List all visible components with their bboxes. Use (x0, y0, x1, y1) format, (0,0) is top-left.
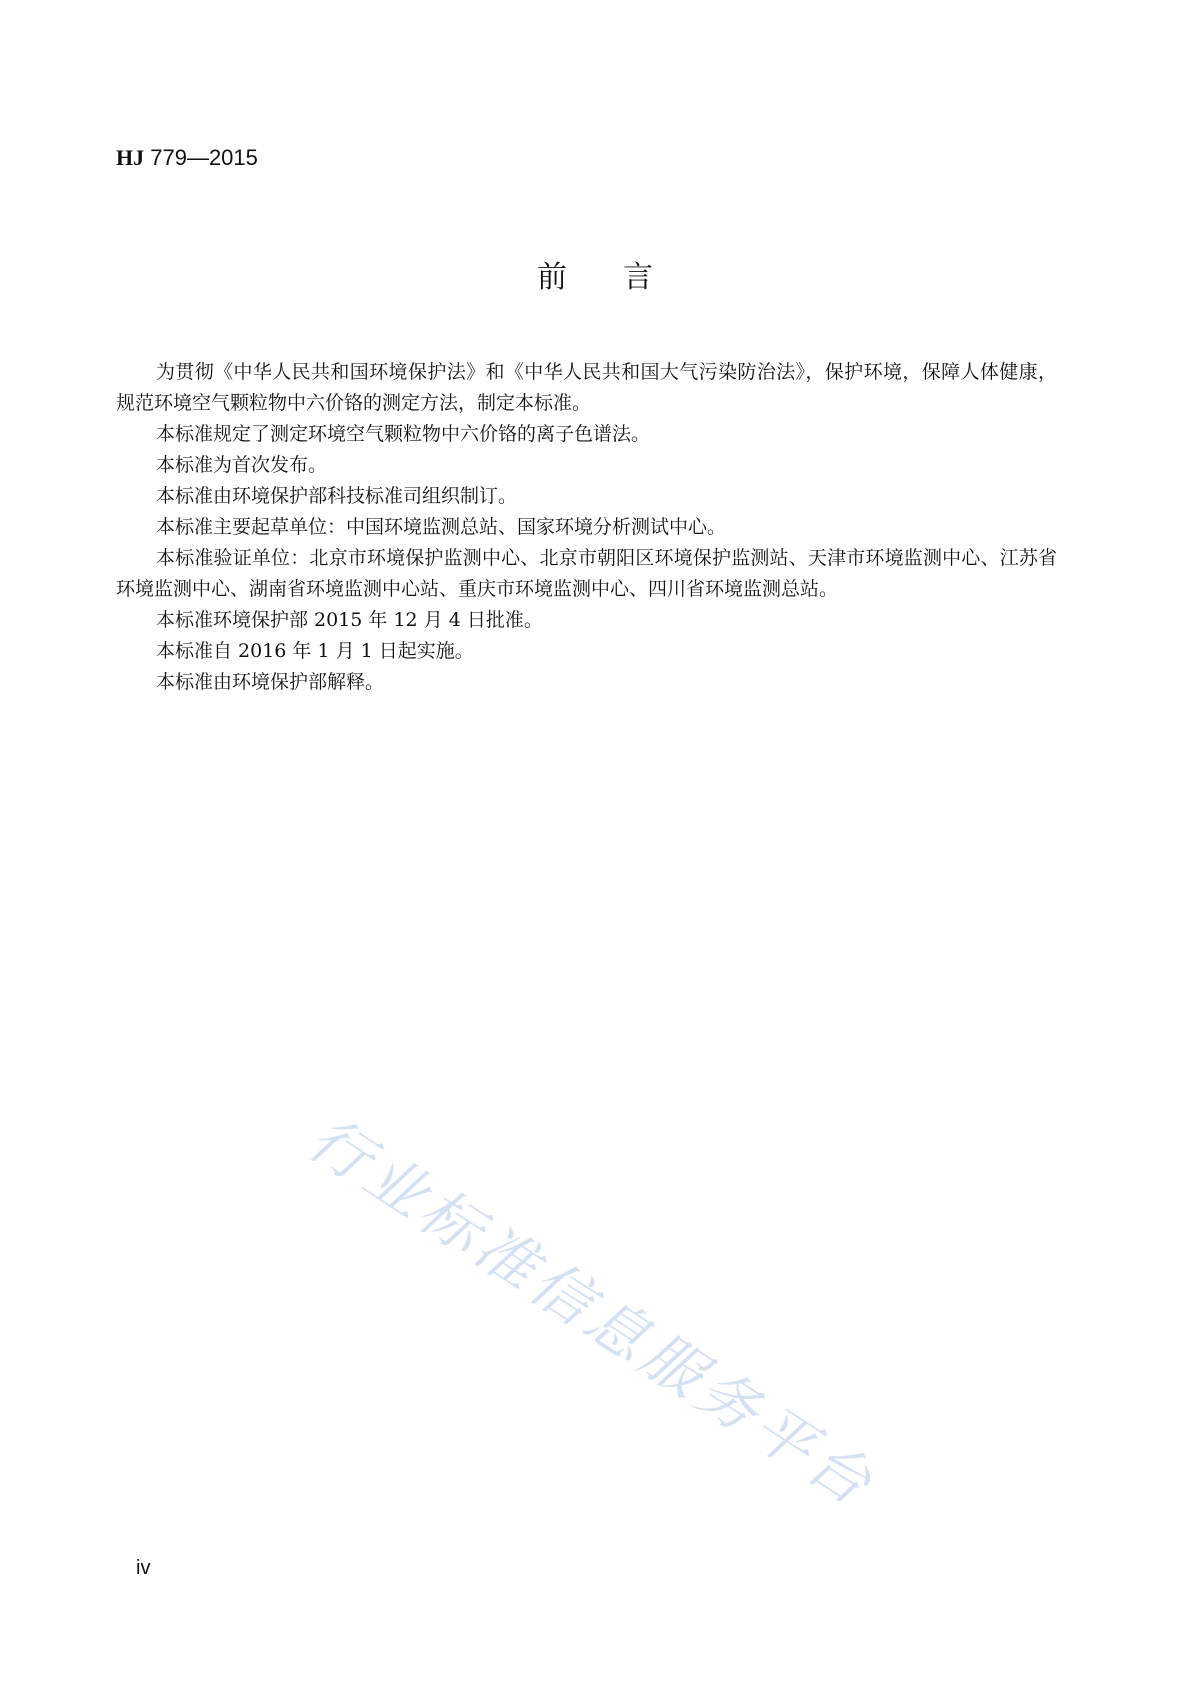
paragraph-interpretation: 本标准由环境保护部解释。 (156, 671, 385, 693)
paragraph-approval-date: 本标准环境保护部 2015 年 12 月 4 日批准。 (156, 609, 543, 631)
paragraph-purpose: 为贯彻《中华人民共和国环境保护法》和《中华人民共和国大气污染防治法》，保护环境，保障人体健康，规范环境空气颗粒物中六价铬的测定方法，制定本标准。 (116, 361, 1057, 414)
foreword-body (116, 357, 1057, 698)
paragraph-effective-date: 本标准自 2016 年 1 月 1 日起实施。 (156, 640, 474, 662)
paragraph-verification-units: 本标准验证单位：北京市环境保护监测中心、北京市朝阳区环境保护监测站、天津市环境监测中心、江苏省环境监测中心、湖南省环境监测中心站、重庆市环境监测中心、四川省环境监测总站。 (116, 547, 1057, 600)
page-number: iv (136, 1557, 151, 1579)
paragraph-scope: 本标准规定了测定环境空气颗粒物中六价铬的离子色谱法。 (156, 423, 651, 445)
section-title: 前言 (537, 260, 709, 295)
document-code (116, 144, 258, 173)
document-code-prefix: HJ (116, 145, 145, 170)
paragraph-organizer: 本标准由环境保护部科技标准司组织制订。 (156, 485, 518, 507)
document-code-number: 779—2015 (144, 145, 258, 170)
paragraph-drafting-units: 本标准主要起草单位：中国环境监测总站、国家环境分析测试中心。 (156, 516, 727, 538)
paragraph-first-release: 本标准为首次发布。 (156, 454, 328, 476)
watermark-text: 行业标准信息服务平台 (295, 1103, 888, 1522)
